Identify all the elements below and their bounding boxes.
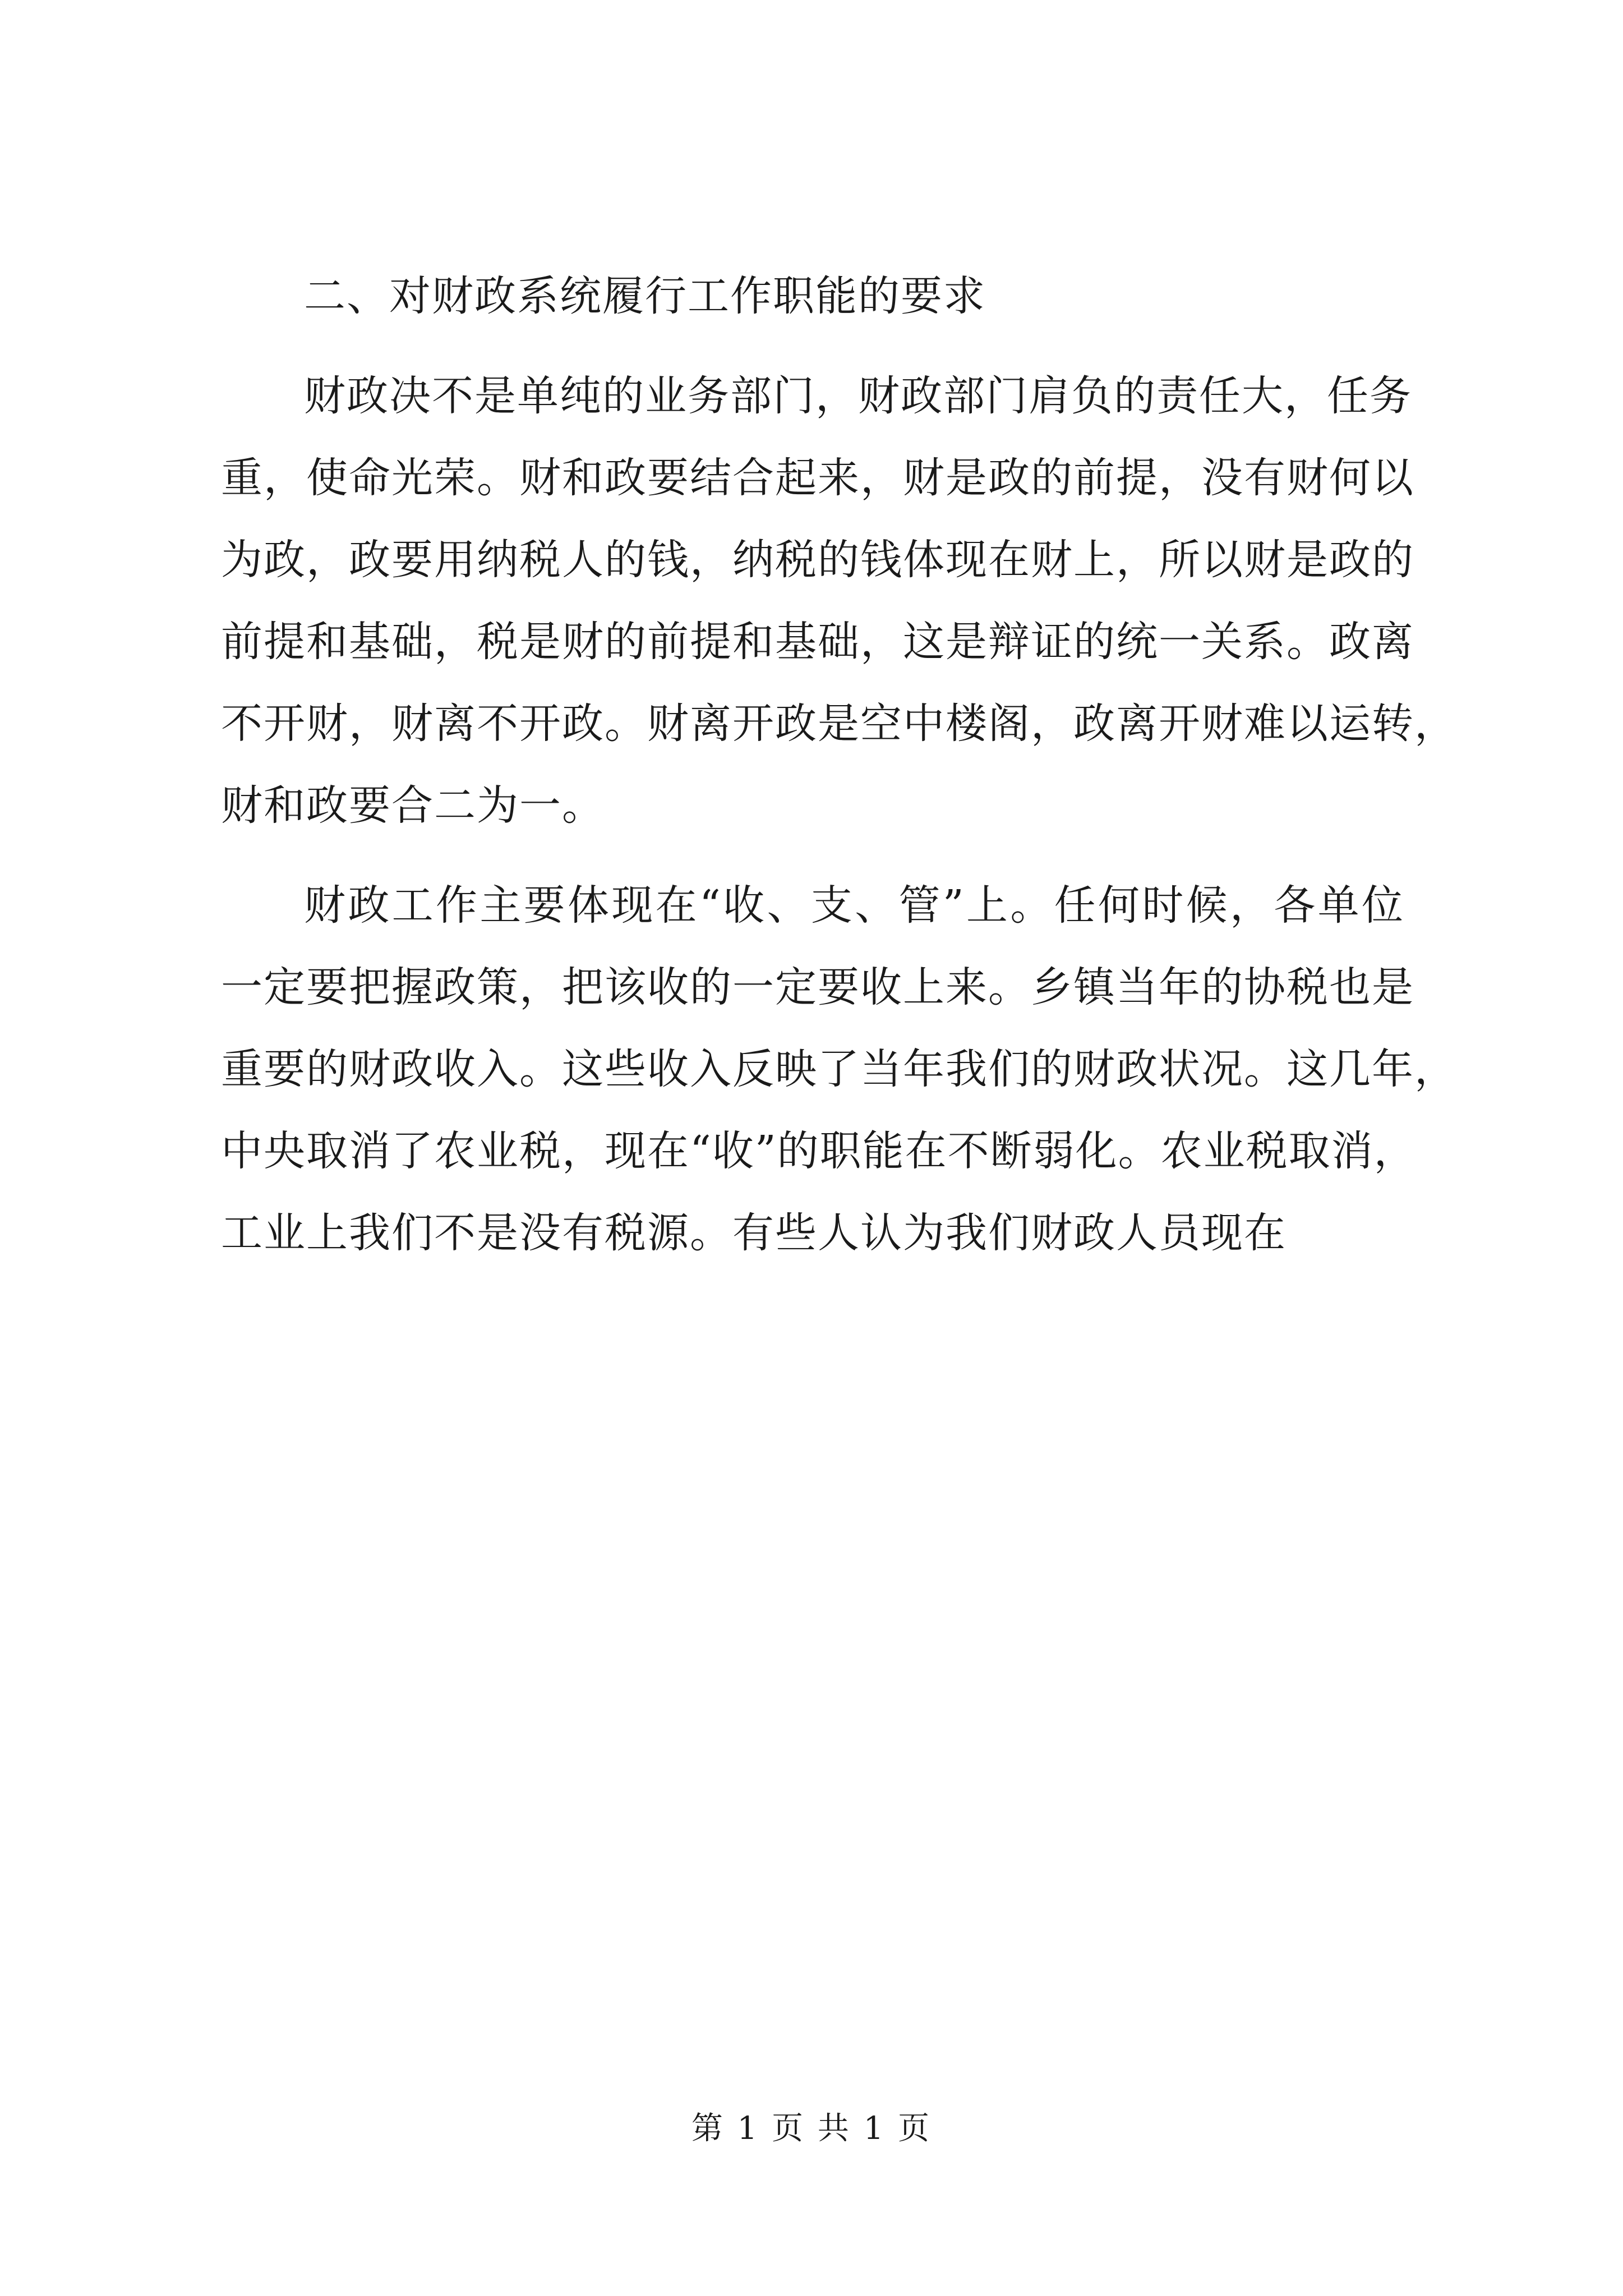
document-body xyxy=(221,255,1457,1274)
page-number-footer: 第 1 页 共 1 页 xyxy=(691,2110,932,2147)
paragraph-1 xyxy=(221,355,1457,846)
paragraph-line: 工业上我们不是没有税源。有些人认为我们财政人员现在 xyxy=(221,1209,1287,1257)
paragraph-line: 中央取消了农业税，现在“收”的职能在不断弱化。农业税取消， xyxy=(221,1127,1417,1175)
paragraph-line: 重，使命光荣。财和政要结合起来，财是政的前提，没有财何以 xyxy=(221,454,1414,502)
section-heading: 二、对财政系统履行工作职能的要求 xyxy=(304,272,986,320)
paragraph-line: 不开财，财离不开政。财离开政是空中楼阁，政离开财难以运转， xyxy=(221,700,1457,748)
spacer xyxy=(221,337,1404,355)
spacer xyxy=(221,846,1404,864)
paragraph-line: 财政决不是单纯的业务部门，财政部门肩负的责任大，任务 xyxy=(304,372,1412,420)
paragraph-line: 前提和基础，税是财的前提和基础，这是辩证的统一关系。政离 xyxy=(221,618,1414,666)
paragraph-line: 财政工作主要体现在“收、支、管”上。任何时候，各单位 xyxy=(304,881,1404,930)
paragraph-line: 为政，政要用纳税人的钱，纳税的钱体现在财上，所以财是政的 xyxy=(221,536,1414,584)
paragraph-line: 财和政要合二为一。 xyxy=(221,781,605,830)
paragraph-line: 一定要把握政策，把该收的一定要收上来。乡镇当年的协税也是 xyxy=(221,963,1414,1011)
paragraph-line: 重要的财政收入。这些收入反映了当年我们的财政状况。这几年， xyxy=(221,1045,1457,1093)
paragraph-2 xyxy=(221,864,1457,1274)
